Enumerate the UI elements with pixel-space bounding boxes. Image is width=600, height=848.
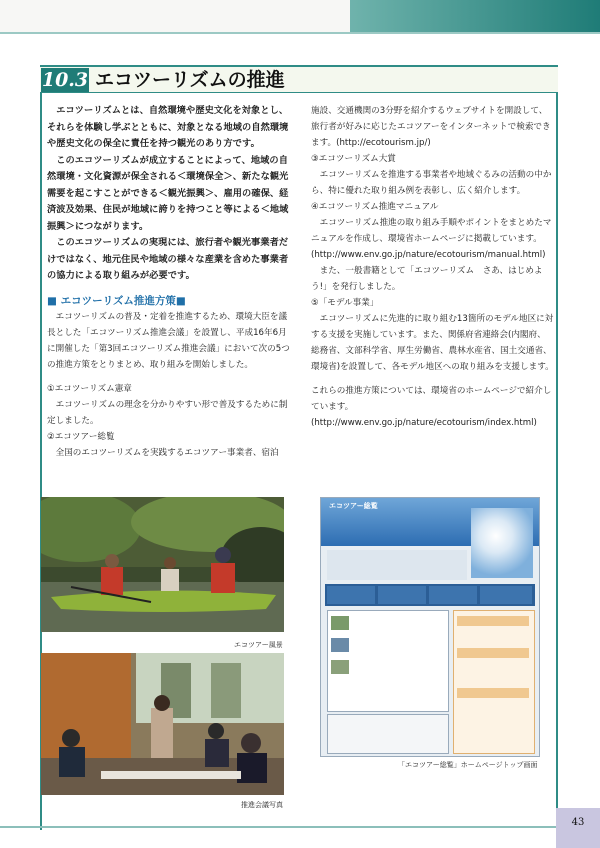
item-4-url: (http://www.env.go.jp/nature/ecotourism/manual.html) [311,250,546,260]
item-4-title: ④エコツーリズム推進マニュアル [311,202,439,212]
website-list-thumb-3 [331,660,349,674]
website-banner-image [471,508,533,578]
website-nav-col-2 [378,586,426,604]
closing-url: (http://www.env.go.jp/nature/ecotourism/index.html) [311,418,537,428]
website-nav-col-3 [429,586,477,604]
intro-paragraph-3: このエコツーリズムの実現には、旅行者や観光事業者だけではなく、地元住民や地域の様々な産業を含めた事業者の協力による取り組みが必要です。 [47,237,289,281]
right-column [311,103,554,431]
website-nav-col-4 [480,586,532,604]
website-side-item-1 [457,616,529,626]
website-list-thumb-1 [331,616,349,630]
closing-text: これらの推進方策については、環境省のホームページで紹介しています。 [311,386,552,412]
item-5-body: エコツーリズムに先進的に取り組む13箇所のモデル地区に対する支援を実施しています。また、関係府省連絡会(内閣府、総務省、文部科学省、厚生労働省、農林水産省、国土交通省、環境省)を設置して、各モデル地区への取り組みを支援します。 [311,314,554,372]
website-side-item-3 [457,688,529,698]
item-2-body-cont: 施設、交通機関の3分野を紹介するウェブサイトを開設して、旅行者が好みに応じたエコツアーをインターネットで検索できます。(http://ecotourism.jp/) [311,106,551,148]
website-text-area [327,550,467,580]
ecotour-photo [41,497,284,632]
page-number: 43 [556,808,600,848]
website-nav-col-1 [327,586,375,604]
photo2-caption: 推進会議写真 [241,801,283,809]
photo3-caption: 「エコツアー総覧」ホームページトップ画面 [398,761,538,769]
item-1-title: ①エコツーリズム憲章 [47,383,132,394]
website-header-title: エコツアー総覧 [329,502,378,510]
section-number: 10.3 [41,69,89,91]
item-1-body: エコツーリズムの理念を分かりやすい形で普及するために制定しました。 [47,399,288,426]
photo1-caption: エコツアー風景 [234,641,283,649]
meeting-scene-image [41,653,284,795]
website-list-thumb-2 [331,638,349,652]
bottom-rule [0,826,556,828]
item-3-body: エコツーリズムを推進する事業者や地域ぐるみの活動の中から、特に優れた取り組み例を表彰し、広く紹介します。 [311,170,552,196]
kayak-scene-image [41,497,284,632]
item-4-extra: また、一般書籍として「エコツーリズム さあ、はじめよう!」を発行しました。 [311,266,543,292]
website-side-panel [453,610,535,754]
top-rule [0,32,600,34]
website-side-item-2 [457,648,529,658]
ecotour-website-screenshot [320,497,540,757]
right-border [556,65,558,808]
top-bar-accent [350,0,600,32]
website-bottom-box [327,714,449,754]
policy-subheading: ■ エコツーリズム推進方策■ [47,294,186,307]
intro-paragraph-1: エコツーリズムとは、自然環境や歴史文化を対象とし、それらを体験し学ぶとともに、対象となる地域の自然環境や歴史文化の保全に責任を持つ観光のあり方です。 [47,105,289,149]
left-column [47,103,290,461]
item-4-body: エコツーリズム推進の取り組み手順やポイントをまとめたマニュアルを作成し、環境省ホームページに掲載しています。 [311,218,552,244]
item-3-title: ③エコツーリズム大賞 [311,154,396,164]
intro-paragraph-2: このエコツーリズムが成立することによって、地域の自然環境・文化資源が保全される＜環境保全＞、新たな観光需要を起こすことができる＜観光振興＞、雇用の確保、経済波及効果、住民が地域に誇りを持つこと等による＜地域振興＞につながります。 [47,154,289,232]
section-title: エコツーリズムの推進 [95,69,285,91]
item-2-title: ②エコツアー総覧 [47,431,115,442]
meeting-photo [41,653,284,795]
policy-intro: エコツーリズムの普及・定着を推進するため、環境大臣を議長とした「エコツーリズム推進会議」を設置し、平成16年6月に開催した「第3回エコツーリズム推進会議」において次の5つの推進方策をとりまとめ、取り組みを開始しました。 [47,311,290,370]
intro-text [47,103,290,285]
item-2-body: 全国のエコツーリズムを実践するエコツアー事業者、宿泊 [55,447,279,458]
item-5-title: ⑤「モデル事業」 [311,298,379,308]
